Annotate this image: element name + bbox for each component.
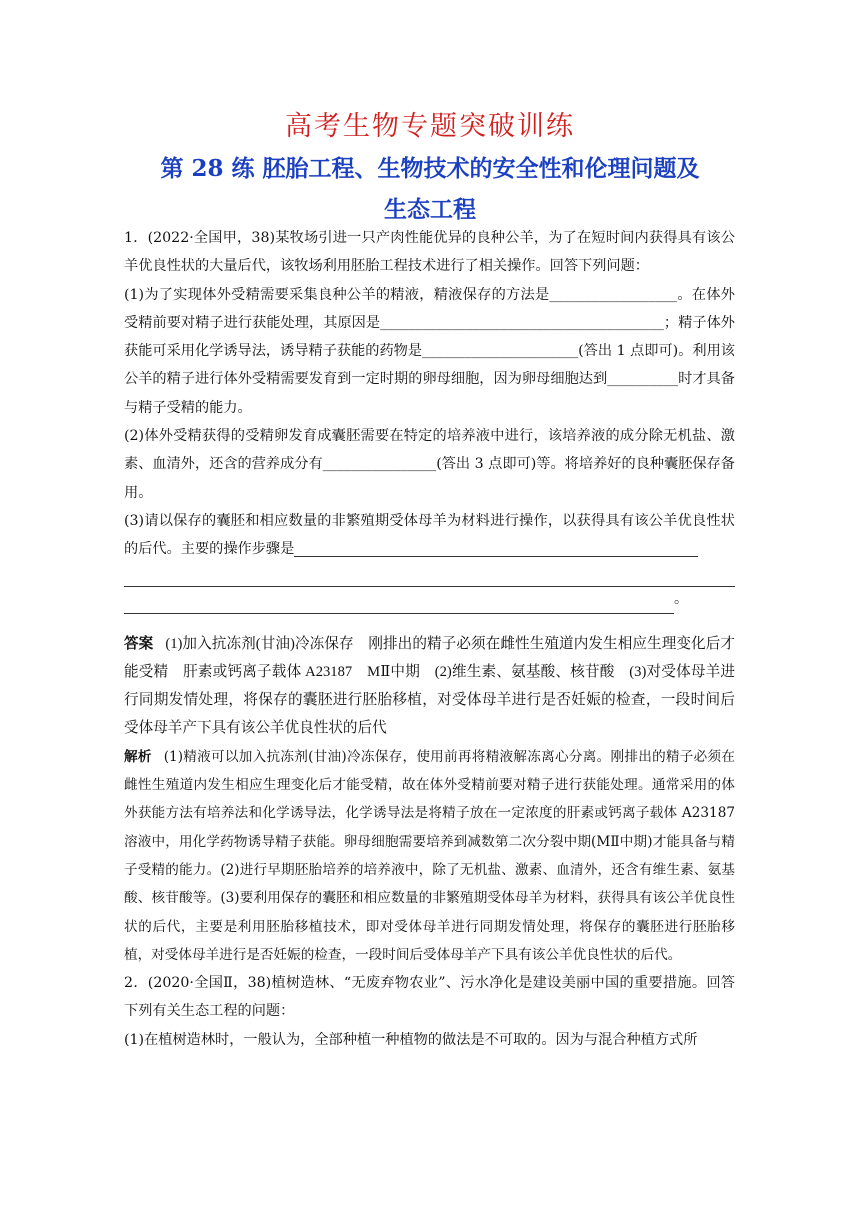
section-gap bbox=[124, 614, 735, 630]
question-2 bbox=[124, 969, 735, 1054]
question-2-stem: 2．(2020·全国Ⅱ，38)植树造林、“无废弃物农业”、污水净化是建设美丽中国的重要措施。回答下列有关生态工程的问题： bbox=[124, 975, 735, 1020]
main-title: 高考生物专题突破训练 bbox=[285, 111, 575, 142]
exercise-title-line2: 生态工程 bbox=[384, 196, 476, 223]
question-1 bbox=[124, 224, 735, 614]
analysis-block bbox=[124, 743, 735, 969]
question-1-part-1: (1)为了实现体外受精需要采集良种公羊的精液，精液保存的方法是__________________。在体外受精前要对精子进行获能处理，其原因是________________________________________；精子体外获能可采用化学诱导法，诱导精子获能的药物是______________________(答出 1 点即可)。利用该公羊的精子进行体外受精需要发育到一定时期的卵母细胞，因为卵母细胞达到__________时才具备与精子受精的能力。 bbox=[124, 286, 735, 416]
answer-text: (1)加入抗冻剂(甘油)冷冻保存 刚排出的精子必须在雌性生殖道内发生相应生理变化后才能受精 肝素或钙离子载体 A23187 MⅡ中期 (2)维生素、氨基酸、核苷酸 (3)对受体母羊进行同期发情处理，将保存的囊胚进行胚胎移植，对受体母羊进行是否妊娠的检查，一段时间后受体母羊产下具有该公羊优良性状的后代 bbox=[124, 635, 735, 737]
answer-blank-line bbox=[124, 564, 735, 587]
answer-blank-period: 。 bbox=[674, 591, 689, 608]
question-2-part-1: (1)在植树造林时，一般认为，全部种植一种植物的做法是不可取的。因为与混合种植方式所 bbox=[124, 1031, 698, 1048]
question-1-stem: 1．(2022·全国甲，38)某牧场引进一只产肉性能优异的良种公羊，为了在短时间内获得具有该公羊优良性状的大量后代，该牧场利用胚胎工程技术进行了相关操作。回答下列问题： bbox=[124, 230, 735, 275]
document-body bbox=[124, 224, 735, 1054]
answer-blank-inline bbox=[294, 540, 698, 557]
answer-blank-final bbox=[124, 593, 674, 614]
answer-blank-line-end bbox=[124, 587, 735, 614]
analysis-text: (1)精液可以加入抗冻剂(甘油)冷冻保存，使用前再将精液解冻离心分离。刚排出的精子必须在雌性生殖道内发生相应生理变化后才能受精，故在体外受精前要对精子进行获能处理。通常采用的体外获能方法有培养法和化学诱导法，化学诱导法是将精子放在一定浓度的肝素或钙离子载体 A23187 溶液中，用化学药物诱导精子获能。卵母细胞需要培养到减数第二次分裂中期(MⅡ中期)才能具备与精子受精的能力。(2)进行早期胚胎培养的培养液中，除了无机盐、激素、血清外，还含有维生素、氨基酸、核苷酸等。(3)要利用保存的囊胚和相应数量的非繁殖期受体母羊为材料，获得具有该公羊优良性状的后代，主要是利用胚胎移植技术，即对受体母羊进行同期发情处理，将保存的囊胚进行胚胎移植，对受体母羊进行是否妊娠的检查，一段时间后受体母羊产下具有该公羊优良性状的后代。 bbox=[124, 748, 735, 963]
exercise-title-line1: 第 28 练 胚胎工程、生物技术的安全性和伦理问题及 bbox=[160, 155, 700, 182]
answer-label: 答案 bbox=[124, 635, 154, 652]
analysis-label: 解析 bbox=[124, 748, 152, 765]
question-1-part-3-text: (3)请以保存的囊胚和相应数量的非繁殖期受体母羊为材料进行操作，以获得具有该公羊优良性状的后代。主要的操作步骤是 bbox=[124, 512, 735, 558]
question-1-part-2: (2)体外受精获得的受精卵发育成囊胚需要在特定的培养液中进行，该培养液的成分除无机盐、激素、血清外，还含的营养成分有________________(答出 3 点即可)等。将培养好的良种囊胚保存备用。 bbox=[124, 428, 735, 501]
answer-block bbox=[124, 630, 735, 743]
question-1-part-3 bbox=[124, 507, 735, 564]
